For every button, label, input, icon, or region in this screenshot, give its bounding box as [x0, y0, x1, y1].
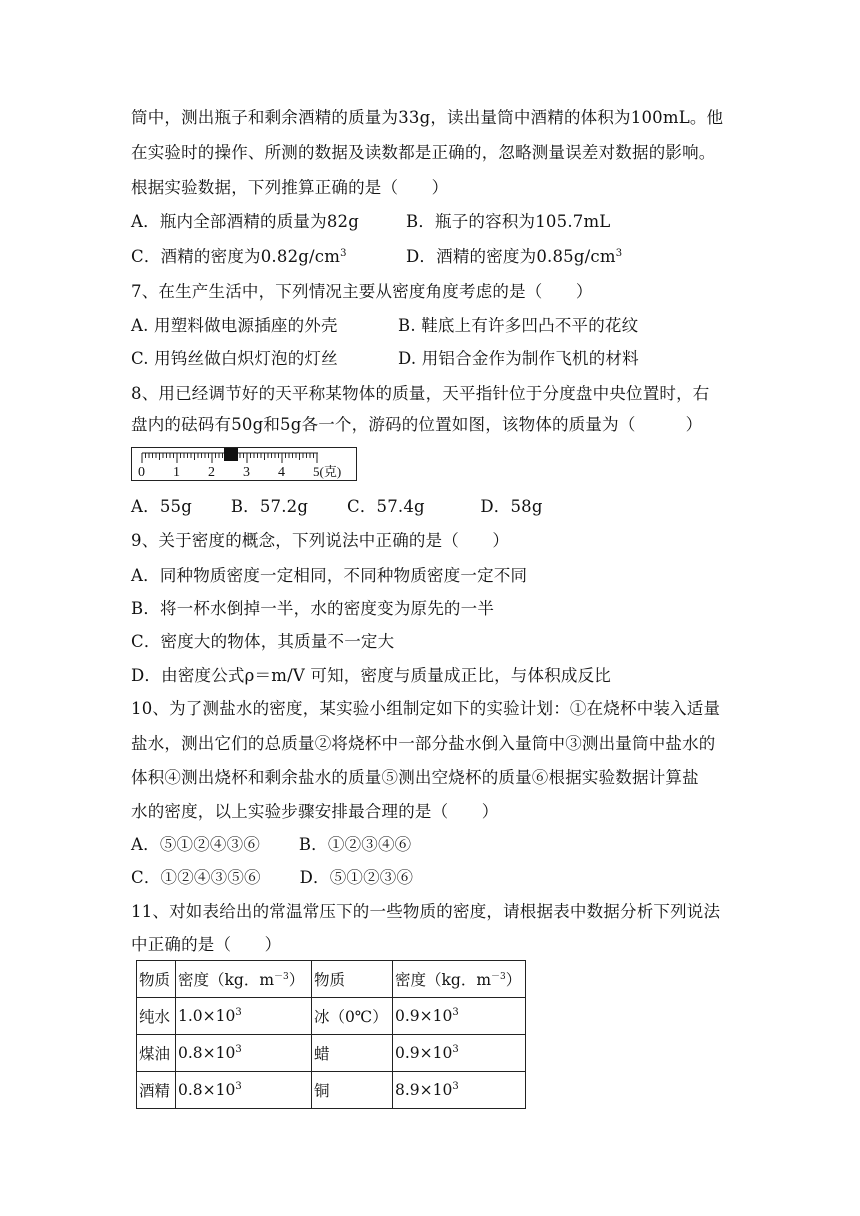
question-10-cont: 水的密度，以上实验步骤安排最合理的是（ ）: [131, 802, 499, 821]
balance-ruler-figure: [131, 447, 357, 481]
table-cell: $0.8\times 10^3$: [176, 1072, 312, 1109]
table-cell: 纯水: [137, 998, 176, 1035]
table-row: [137, 1072, 526, 1109]
table-cell: 酒精: [137, 1072, 176, 1109]
table-row: [137, 998, 526, 1035]
table-cell: $0.9\times 10^3$: [393, 998, 526, 1035]
table-header-cell: 密度（kg．$m^{-3}$）: [176, 961, 312, 998]
table-header-row: [137, 961, 526, 998]
table-cell: $1.0\times 10^3$: [176, 998, 312, 1035]
table-cell: 铜: [312, 1072, 393, 1109]
option-6a: A．瓶内全部酒精的质量为82g: [131, 212, 359, 231]
option-6b: B．瓶子的容积为105.7mL: [406, 212, 611, 231]
table-cell: $8.9\times 10^3$: [393, 1072, 526, 1109]
option-7b: B. 鞋底上有许多凹凸不平的花纹: [398, 316, 639, 335]
option-9b: B．将一杯水倒掉一半，水的密度变为原先的一半: [131, 599, 495, 618]
density-table: [136, 960, 526, 1109]
option-9d: D．由密度公式ρ＝m/V 可知，密度与质量成正比，与体积成反比: [131, 666, 611, 685]
text-line: 筒中，测出瓶子和剩余酒精的质量为33g，读出量筒中酒精的体积为100mL。他: [131, 108, 724, 127]
question-8-cont: 盘内的砝码有50g和5g各一个，游码的位置如图，该物体的质量为（ ）: [131, 415, 703, 434]
option-7c: C. 用钨丝做白炽灯泡的灯丝: [131, 349, 338, 368]
ruler-label: 5(克): [313, 464, 342, 479]
question-11: 11、对如表给出的常温常压下的一些物质的密度，请根据表中数据分析下列说法: [131, 902, 721, 921]
option-9a: A．同种物质密度一定相同，不同种物质密度一定不同: [131, 566, 528, 585]
options-8: A．55g B．57.2g C．57.4g D．58g: [131, 497, 543, 516]
question-7: 7、在生产生活中，下列情况主要从密度角度考虑的是（ ）: [131, 282, 593, 301]
table-header-cell: 密度（kg．$m^{-3}$）: [393, 961, 526, 998]
options-10cd: C．①②④③⑤⑥ D．⑤①②③⑥: [131, 868, 414, 887]
option-6c: C．酒精的密度为$0.82g/cm^3$: [131, 247, 347, 266]
option-7a: A. 用塑料做电源插座的外壳: [131, 316, 338, 335]
question-10-cont: 盐水，测出它们的总质量②将烧杯中一部分盐水倒入量筒中③测出量筒中盐水的: [131, 734, 716, 753]
table-cell: 煤油: [137, 1035, 176, 1072]
ruler-label: 1: [173, 465, 180, 480]
table-header-cell: 物质: [312, 961, 393, 998]
rider-weight: [224, 448, 238, 461]
ruler-label: 2: [208, 465, 215, 480]
option-9c: C．密度大的物体，其质量不一定大: [131, 632, 395, 651]
options-10ab: A．⑤①②④③⑥ B．①②③④⑥: [131, 835, 412, 854]
ruler-label: 4: [278, 465, 285, 480]
table-cell: $0.9\times 10^3$: [393, 1035, 526, 1072]
option-6d: D．酒精的密度为$0.85g/cm^3$: [406, 247, 623, 266]
table-header-cell: 物质: [137, 961, 176, 998]
question-10-cont: 体积④测出烧杯和剩余盐水的质量⑤测出空烧杯的质量⑥根据实验数据计算盐: [131, 768, 699, 787]
ruler-label: 0: [138, 465, 145, 480]
text-line: 在实验时的操作、所测的数据及读数都是正确的，忽略测量误差对数据的影响。: [131, 143, 716, 162]
table-row: [137, 1035, 526, 1072]
table-cell: 蜡: [312, 1035, 393, 1072]
table-cell: 冰（0℃）: [312, 998, 393, 1035]
question-10: 10、为了测盐水的密度，某实验小组制定如下的实验计划：①在烧杯中装入适量: [131, 699, 721, 718]
ruler-label: 3: [243, 465, 250, 480]
option-7d: D. 用铝合金作为制作飞机的材料: [398, 349, 639, 368]
text-line: 根据实验数据，下列推算正确的是（ ）: [131, 178, 449, 197]
table-cell: $0.8\times 10^3$: [176, 1035, 312, 1072]
question-11-cont: 中正确的是（ ）: [131, 935, 282, 954]
question-8: 8、用已经调节好的天平称某物体的质量，天平指针位于分度盘中央位置时，右: [131, 384, 710, 403]
question-9: 9、关于密度的概念，下列说法中正确的是（ ）: [131, 531, 510, 550]
